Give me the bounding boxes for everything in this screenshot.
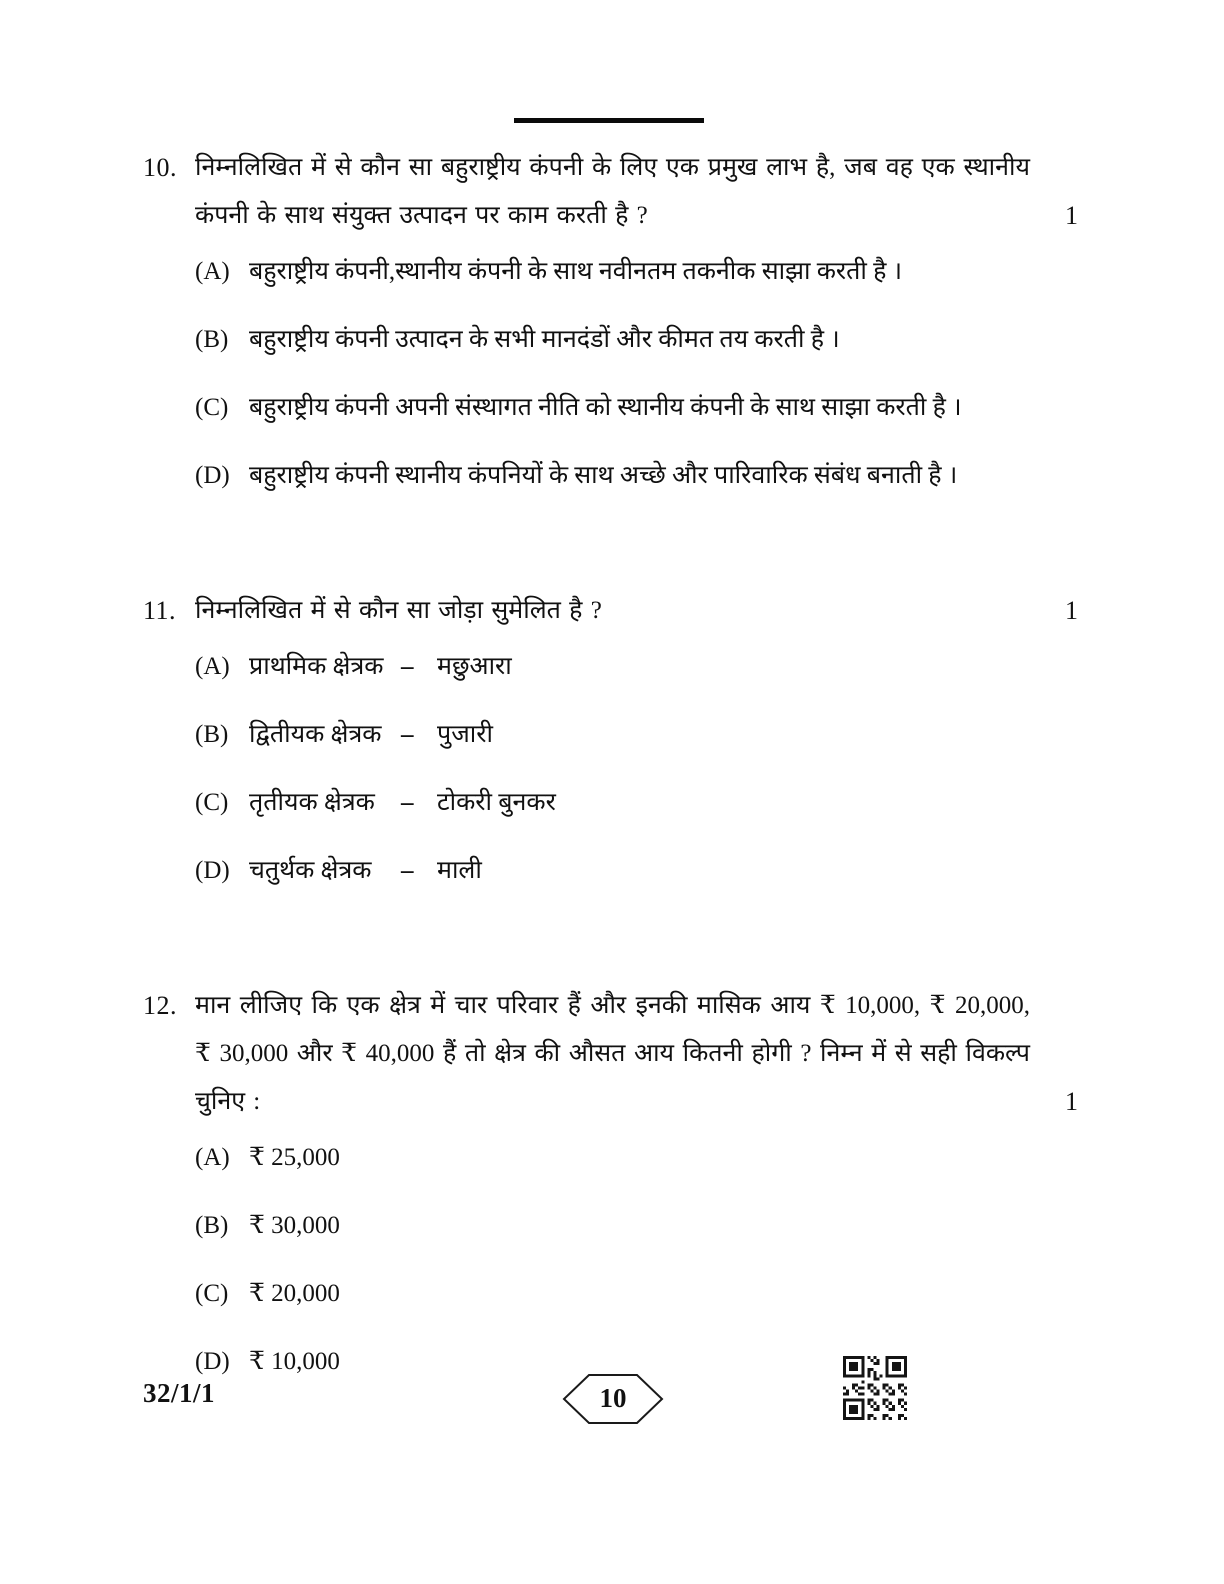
option-d <box>195 858 1078 884</box>
option-text: बहुराष्ट्रीय कंपनी उत्पादन के सभी मानदंडों और कीमत तय करती है । <box>249 326 840 353</box>
options-list <box>195 654 1078 884</box>
option-label: (B) <box>195 721 229 748</box>
pair-dash: – <box>401 857 414 884</box>
pair-occupation: पुजारी <box>437 721 493 748</box>
option-label: (A) <box>195 653 230 680</box>
option-label: (A) <box>195 1144 230 1171</box>
question-marks: 1 <box>1065 201 1078 230</box>
option-a <box>195 259 1078 285</box>
option-text: ₹ 20,000 <box>249 1280 340 1307</box>
question-text: निम्नलिखित में से कौन सा बहुराष्ट्रीय कंपनी के लिए एक प्रमुख लाभ है, जब वह एक स्थानीय कंपनी के साथ संयुक्त उत्पादन पर काम करती है ? <box>195 154 1030 229</box>
pair-dash: – <box>401 653 414 680</box>
options-list <box>195 1145 1078 1375</box>
question-text: निम्नलिखित में से कौन सा जोड़ा सुमेलित है ? <box>195 597 602 624</box>
page-number-badge <box>562 1374 664 1424</box>
option-text: ₹ 30,000 <box>249 1212 340 1239</box>
option-c <box>195 790 1078 816</box>
pair-sector: प्राथमिक क्षेत्रक <box>249 653 384 680</box>
question-10 <box>143 144 1078 531</box>
option-a <box>195 654 1078 680</box>
option-b <box>195 722 1078 748</box>
question-11 <box>143 587 1078 926</box>
pair-sector: चतुर्थक क्षेत्रक <box>249 857 372 884</box>
pair-sector: द्वितीयक क्षेत्रक <box>249 721 382 748</box>
section-divider-rule <box>514 118 704 123</box>
option-label: (D) <box>195 857 230 884</box>
question-number: 11. <box>143 596 177 625</box>
pair-dash: – <box>401 789 414 816</box>
option-d <box>195 463 1078 489</box>
question-number: 12. <box>143 991 177 1020</box>
option-text: बहुराष्ट्रीय कंपनी स्थानीय कंपनियों के साथ अच्छे और पारिवारिक संबंध बनाती है । <box>249 462 958 489</box>
option-label: (C) <box>195 789 229 816</box>
option-label: (C) <box>195 394 229 421</box>
option-label: (C) <box>195 1280 229 1307</box>
pair-dash: – <box>401 721 414 748</box>
pair-occupation: माली <box>437 857 482 884</box>
pair-occupation: मछुआरा <box>437 653 512 680</box>
pair-sector: तृतीयक क्षेत्रक <box>249 789 375 816</box>
question-marks: 1 <box>1065 1087 1078 1116</box>
option-label: (D) <box>195 1348 230 1375</box>
option-label: (D) <box>195 462 230 489</box>
page-number: 10 <box>599 1382 627 1413</box>
question-text: मान लीजिए कि एक क्षेत्र में चार परिवार हैं और इनकी मासिक आय ₹ 10,000, ₹ 20,000, ₹ 30,000 और ₹ 40,000 हैं तो क्षेत्र की औसत आय कितनी होगी ? निम्न में से सही विकल्प चुनिए : <box>195 992 1030 1115</box>
option-d <box>195 1349 1078 1375</box>
question-12 <box>143 982 1078 1417</box>
qr-code-icon <box>843 1356 907 1420</box>
question-number: 10. <box>143 153 177 182</box>
option-text: ₹ 10,000 <box>249 1348 340 1375</box>
option-text: ₹ 25,000 <box>249 1144 340 1171</box>
option-b <box>195 327 1078 353</box>
option-a <box>195 1145 1078 1171</box>
pair-occupation: टोकरी बुनकर <box>437 789 556 816</box>
option-label: (B) <box>195 326 229 353</box>
option-label: (B) <box>195 1212 229 1239</box>
option-c <box>195 395 1078 421</box>
paper-code: 32/1/1 <box>143 1378 216 1408</box>
option-label: (A) <box>195 258 230 285</box>
option-c <box>195 1281 1078 1307</box>
options-list <box>195 259 1078 489</box>
question-marks: 1 <box>1065 596 1078 625</box>
option-text: बहुराष्ट्रीय कंपनी,स्थानीय कंपनी के साथ नवीनतम तकनीक साझा करती है । <box>249 258 903 285</box>
option-text: बहुराष्ट्रीय कंपनी अपनी संस्थागत नीति को स्थानीय कंपनी के साथ साझा करती है । <box>249 394 962 421</box>
option-b <box>195 1213 1078 1239</box>
